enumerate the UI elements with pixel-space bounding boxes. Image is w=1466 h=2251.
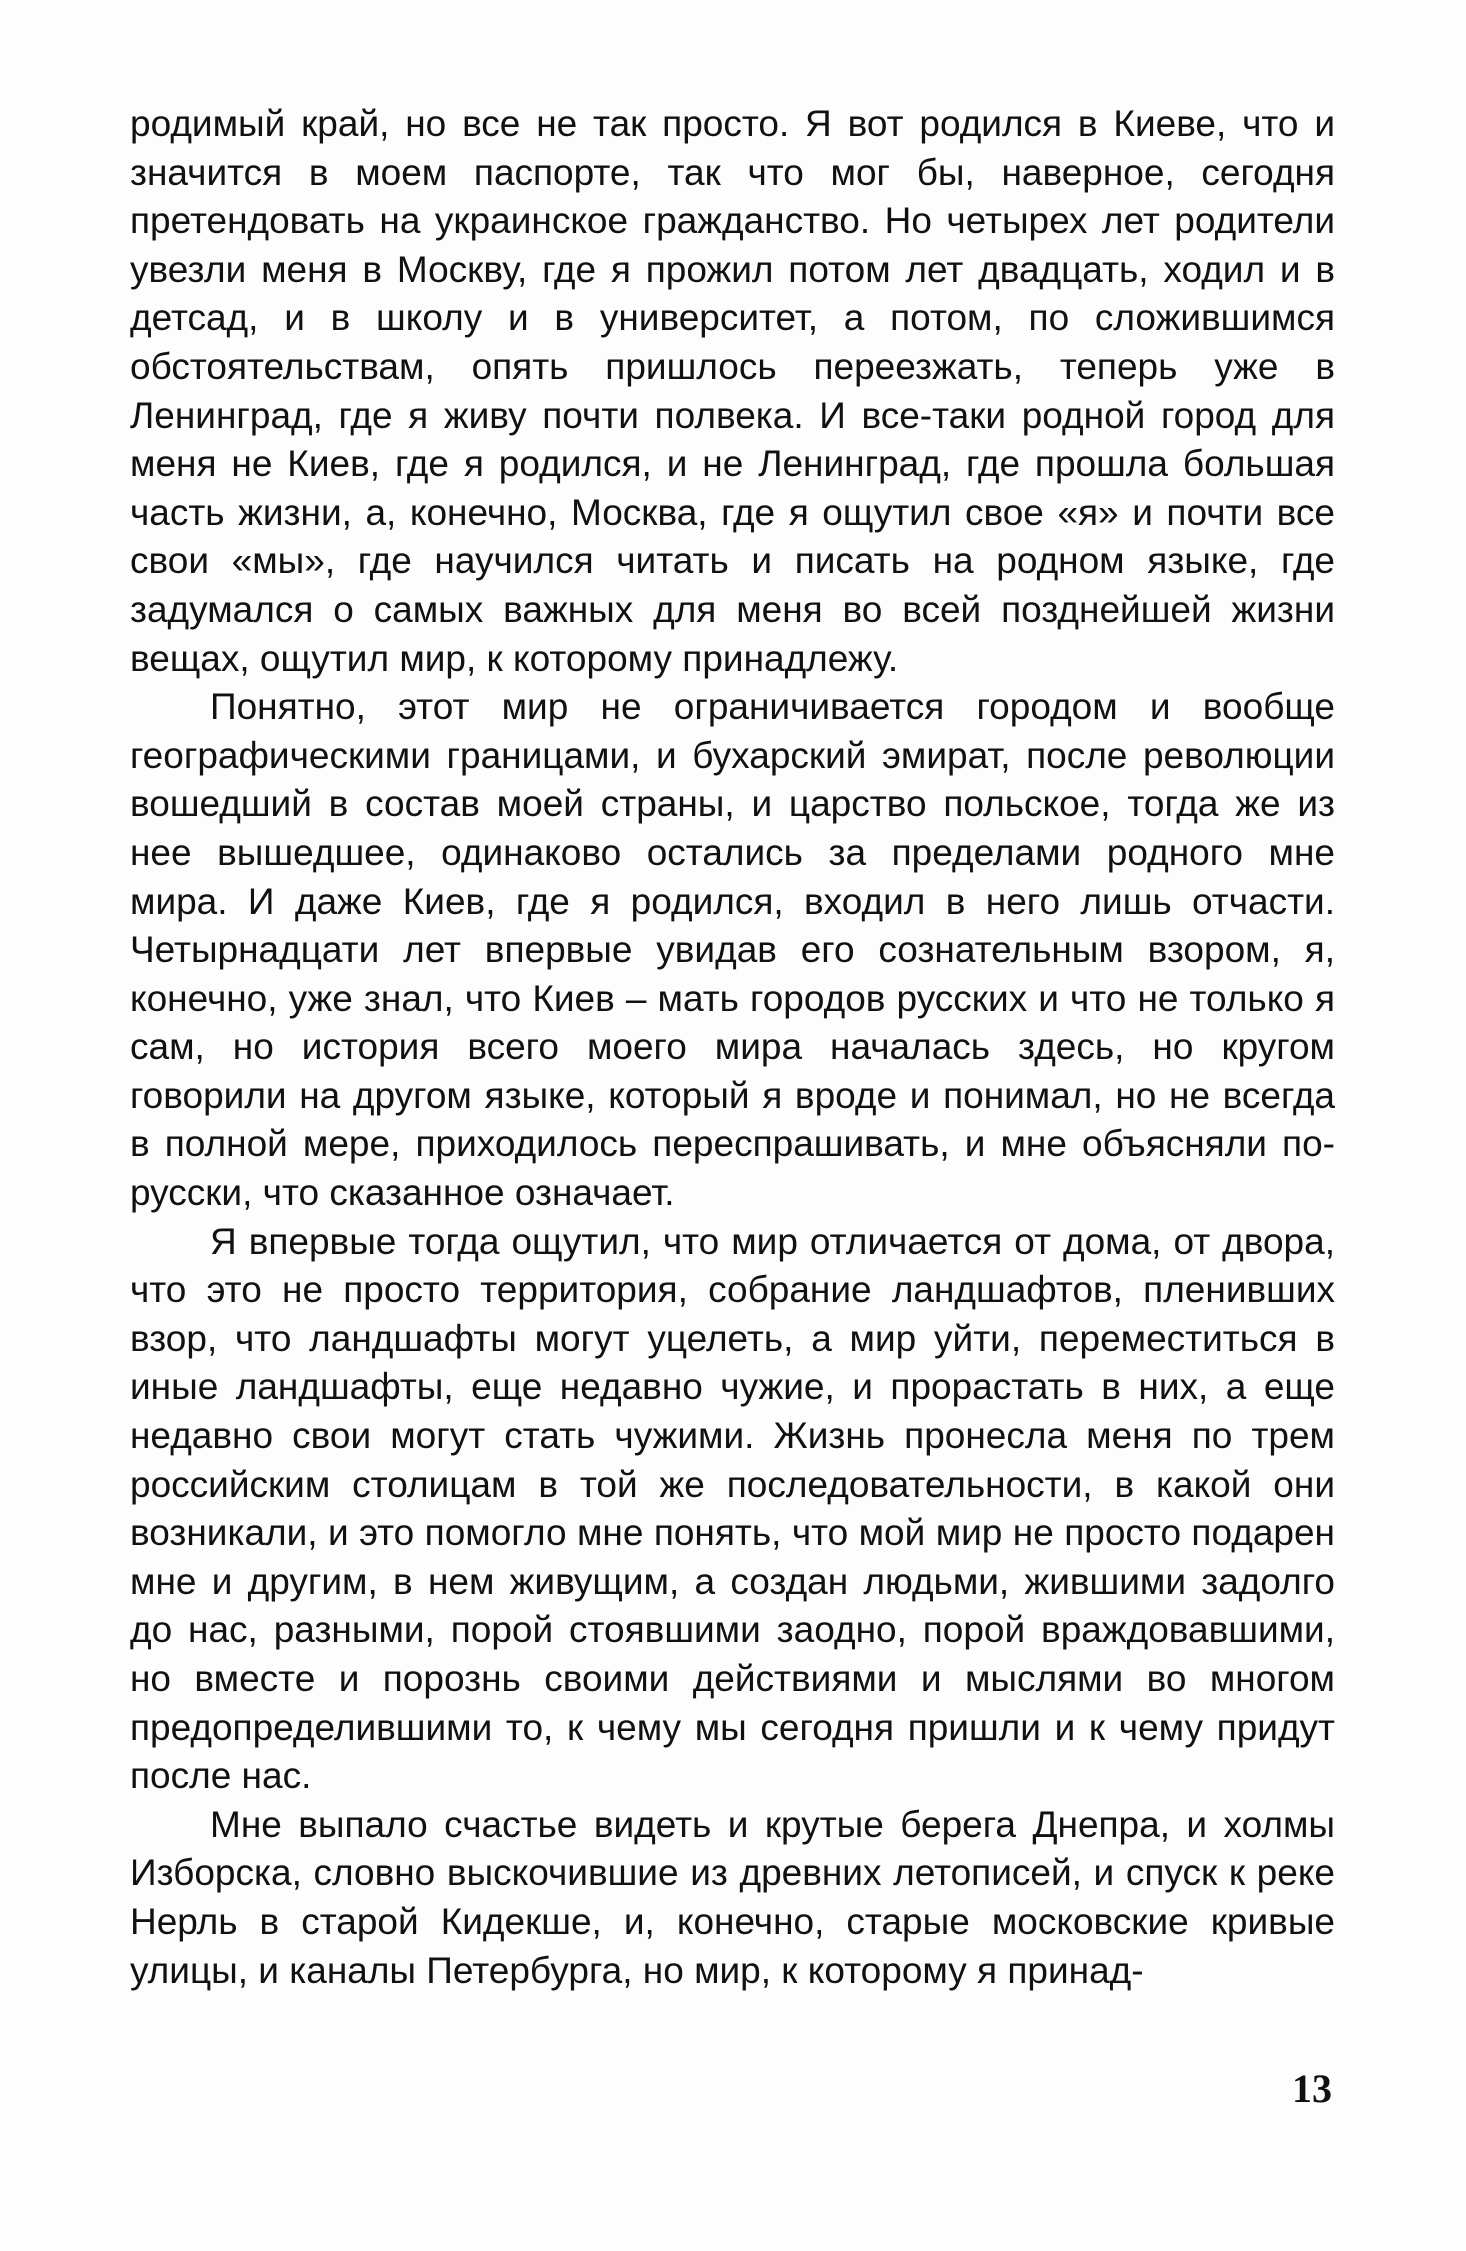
paragraph: Понятно, этот мир не ограничивается городом и вообще географическими границами, и бухарский эмират, после революции вошедший в состав моей страны, и царство польское, тогда же из нее вышедшее, одинаково остались за пределами родного мне мира. И даже Киев, где я родился, входил в него лишь отчасти. Четырнадцати лет впервые увидав его сознательным взором, я, конечно, уже знал, что Киев – мать городов русских и что не только я сам, но история всего моего мира началась здесь, но кругом говорили на другом языке, который я вроде и понимал, но не всегда в полной мере, приходилось переспрашивать, и мне объясняли по-русски, что сказанное означает. [130, 686, 1335, 1214]
paragraph: Мне выпало счастье видеть и крутые берега Днепра, и холмы Изборска, словно выскочившие из древних летописей, и спуск к реке Нерль в старой Кидекше, и, конечно, старые московские кривые улицы, и каналы Петербурга, но мир, к которому я принад- [130, 1803, 1335, 1991]
page-number: 13 [1292, 2066, 1332, 2111]
paragraph: Я впервые тогда ощутил, что мир отличается от дома, от двора, что это не просто территория, собрание ландшафтов, пленивших взор, что ландшафты могут уцелеть, а мир уйти, переместиться в иные ландшафты, еще недавно чужие, и прорастать в них, а еще недавно свои могут стать чужими. Жизнь пронесла меня по трем российским столицам в той же последовательности, в какой они возникали, и это помогло мне понять, что мой мир не просто подарен мне и другим, в нем живущим, а создан людьми, жившими задолго до нас, разными, порой стоявшими заодно, порой враждовавшими, но вместе и порознь своими действиями и мыслями во многом предопределившими то, к чему мы сегодня пришли и к чему придут после нас. [130, 1220, 1335, 1797]
body-text [130, 100, 1335, 1995]
paragraph-continuation: родимый край, но все не так просто. Я вот родился в Киеве, что и значится в моем паспорте, так что мог бы, наверное, сегодня претендовать на украинское гражданство. Но четырех лет родители увезли меня в Москву, где я прожил потом лет двадцать, ходил и в детсад, и в школу и в университет, а потом, по сложившимся обстоятельствам, опять пришлось переезжать, теперь уже в Ленинград, где я живу почти полвека. И все-таки родной город для меня не Киев, где я родился, и не Ленинград, где прошла большая часть жизни, а, конечно, Москва, где я ощутил свое «я» и почти все свои «мы», где научился читать и писать на родном языке, где задумался о самых важных для меня во всей позднейшей жизни вещах, ощутил мир, к которому принадлежу. [130, 103, 1335, 679]
